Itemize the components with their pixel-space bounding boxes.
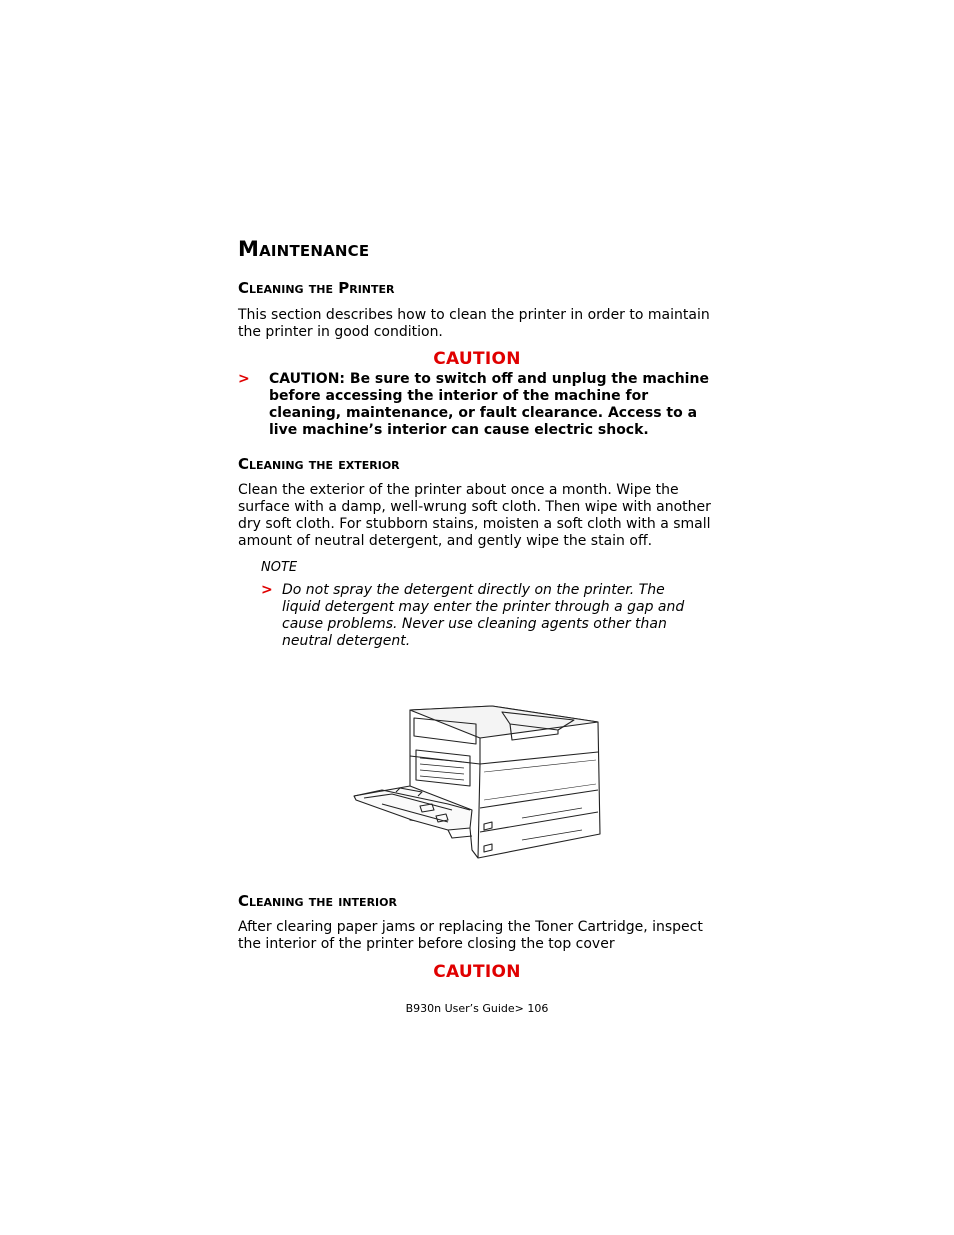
bullet-marker: >	[238, 371, 250, 387]
heading-cleaning-exterior: Cleaning the exterior	[238, 455, 400, 473]
caution-label-interior: CAUTION	[433, 962, 521, 982]
note-label: NOTE	[261, 560, 298, 575]
paragraph-cleaning-interior: After clearing paper jams or replacing the Toner Cartridge, inspect the interior of the printer before closing the top cover	[238, 919, 703, 952]
caution-label: CAUTION	[433, 349, 521, 369]
caution-text: CAUTION: Be sure to switch off and unplug the machine before accessing the interior of the machine for cleaning, maintenance, or fault clearance. Access to a live machine’s interior can cause electric shock.	[269, 371, 709, 438]
page-footer: B930n User’s Guide> 106	[405, 1002, 549, 1015]
heading-cleaning-interior: Cleaning the interior	[238, 892, 397, 910]
heading-cleaning-printer: Cleaning the Printer	[238, 279, 395, 297]
bullet-marker: >	[261, 582, 273, 598]
caution-item	[238, 371, 714, 439]
paragraph-cleaning-printer: This section describes how to clean the printer in order to maintain the printer in good condition.	[238, 307, 710, 340]
printer-illustration	[352, 700, 602, 862]
page-title: Maintenance	[238, 237, 370, 261]
note-text: Do not spray the detergent directly on the printer. The liquid detergent may enter the printer through a gap and cause problems. Never use cleaning agents other than neutral detergent.	[282, 582, 685, 649]
paragraph-cleaning-exterior: Clean the exterior of the printer about once a month. Wipe the surface with a damp, well-wrung soft cloth. Then wipe with another dry soft cloth. For stubborn stains, moisten a soft cloth with a small amount of neutral detergent, and gently wipe the stain off.	[238, 482, 711, 549]
note-item	[261, 582, 702, 650]
